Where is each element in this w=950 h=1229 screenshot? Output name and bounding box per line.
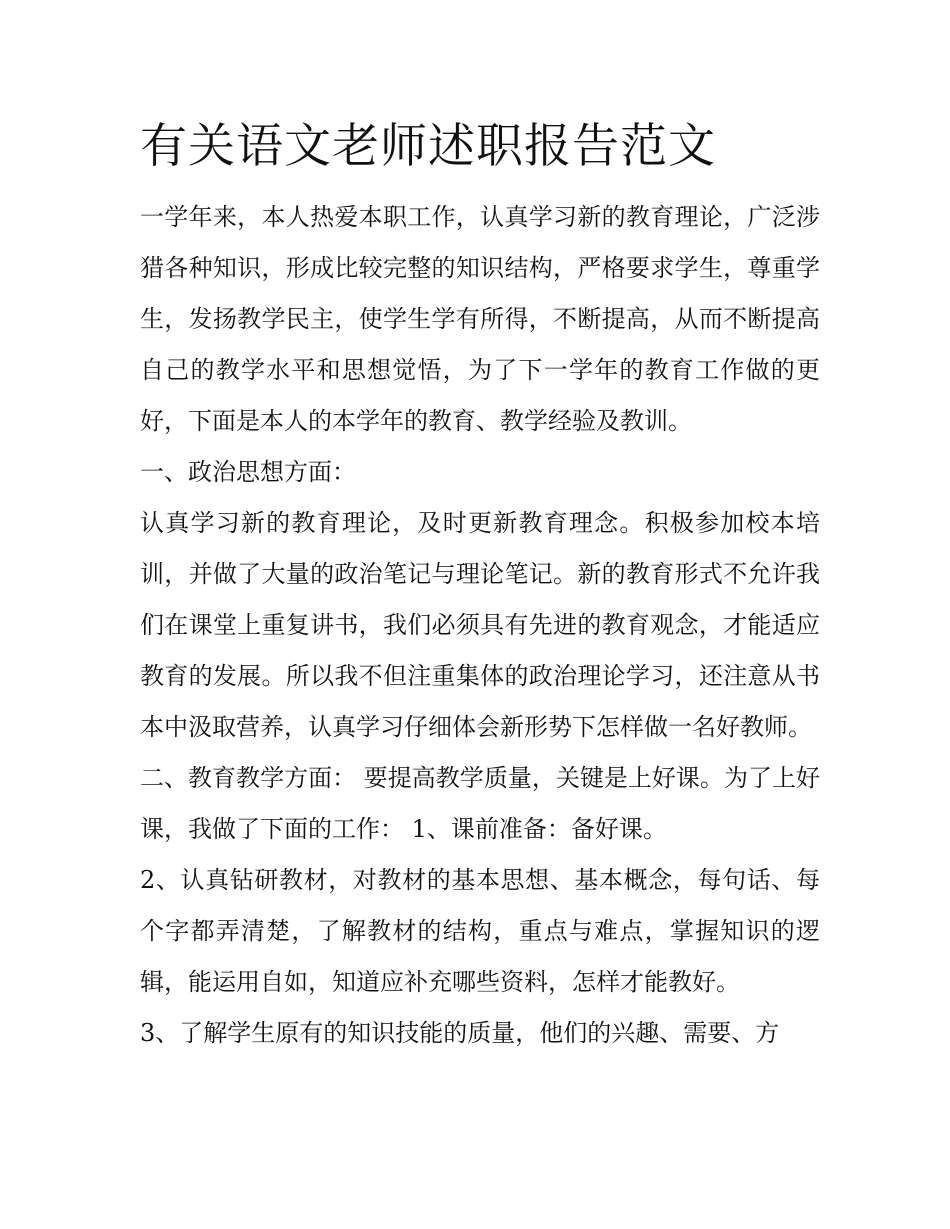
intro-paragraph: 一学年来，本人热爱本职工作，认真学习新的教育理论，广泛涉猎各种知识，形成比较完整的知识结构，严格要求学生，尊重学生，发扬教学民主，使学生学有所得，不断提高，从而不断提高自己的教学水平和思想觉悟，为了下一学年的教育工作做的更好，下面是本人的本学年的教育、教学经验及教训。 xyxy=(140,203,820,435)
section-heading-politics: 一、政治思想方面： xyxy=(140,458,356,486)
study-materials-paragraph: 2、认真钻研教材，对教材的基本思想、基本概念，每句话、每个字都弄清楚，了解教材的结构，重点与难点，掌握知识的逻辑，能运用自如，知道应补充哪些资料，怎样才能教好。 xyxy=(140,866,820,996)
politics-paragraph: 认真学习新的教育理论，及时更新教育理念。积极参加校本培训，并做了大量的政治笔记与理论笔记。新的教育形式不允许我们在课堂上重复讲书，我们必须具有先进的教育观念，才能适应教育的发展。所以我不但注重集体的政治理论学习，还注意从书本中汲取营养，认真学习仔细体会新形势下怎样做一名好教师。 xyxy=(140,509,820,741)
document-page xyxy=(140,112,820,1059)
understand-students-paragraph: 3、了解学生原有的知识技能的质量，他们的兴趣、需要、方 xyxy=(140,1019,780,1047)
teaching-paragraph: 二、教育教学方面： 要提高教学质量，关键是上好课。为了上好课，我做了下面的工作： 1、课前准备：备好课。 xyxy=(140,764,820,843)
document-title: 有关语文老师述职报告范文 xyxy=(140,119,716,174)
